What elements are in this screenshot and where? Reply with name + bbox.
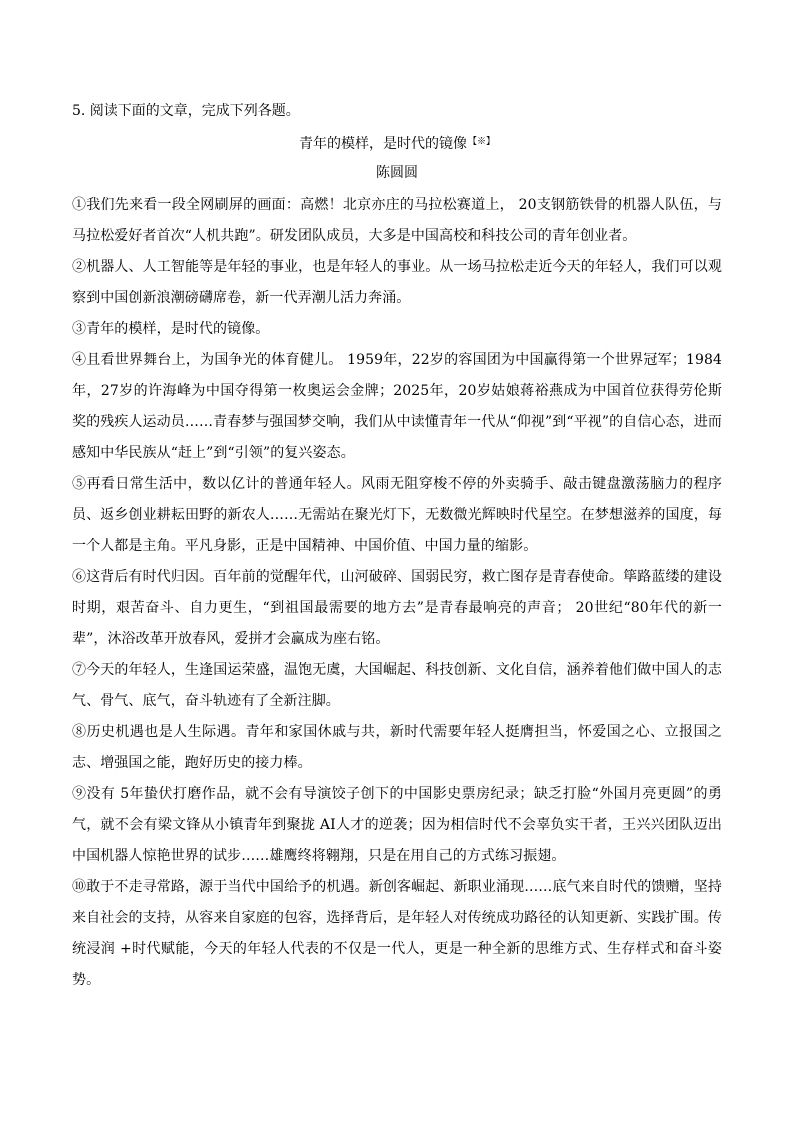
paragraph-3: ③青年的模样，是时代的镜像。 [72,321,270,337]
paragraph-2: ②机器人、人工智能等是年轻的事业，也是年轻人的事业。从一场马拉松走近今天的年轻人，我们可以观察到中国创新浪潮磅礴席卷，新一代弄潮儿活力奔涌。 [72,259,722,306]
paragraph-8: ⑧历史机遇也是人生际遇。青年和家国休戚与共，新时代需要年轻人挺膺担当，怀爱国之心、立报国之志、增强国之能，跑好历史的接力棒。 [72,724,722,771]
article-title-text: 青年的模样，是时代的镜像 [298,136,467,152]
paragraph-6: ⑥这背后有时代归因。百年前的觉醒年代，山河破碎、国弱民穷，救亡图存是青春使命。筚路蓝缕的建设时期，艰苦奋斗、自力更生，“到祖国最需要的地方去”是青春最响亮的声音； 20世纪“80年代的新一辈”，沐浴改革开放春风，爱拼才会赢成为座右铭。 [72,569,722,647]
article-author: 陈圆圆 [376,165,418,181]
paragraph-4: ④且看世界舞台上，为国争光的体育健儿。 1959年，22岁的容国团为中国赢得第一个世界冠军；1984年，27岁的许海峰为中国夺得第一枚奥运会金牌；2025年，20岁姑娘蒋裕燕成为中国首位获得劳伦斯奖的残疾人运动员……青春梦与强国梦交响，我们从中读懂青年一代从“仰视”到“平视”的自信心态，进而感知中华民族从“赶上”到“引领”的复兴姿态。 [72,352,722,461]
article-title-note: 【※】 [467,137,495,147]
paragraph-1: ①我们先来看一段全网刷屏的画面：高燃！北京亦庄的马拉松赛道上， 20支钢筋铁骨的机器人队伍，与马拉松爱好者首次“人机共跑”。研发团队成员，大多是中国高校和科技公司的青年创业者。 [72,197,722,244]
article-body [72,190,722,996]
article-title [72,132,722,154]
paragraph-5: ⑤再看日常生活中，数以亿计的普通年轻人。风雨无阻穿梭不停的外卖骑手、敲击键盘激荡脑力的程序员、返乡创业耕耘田野的新农人……无需站在聚光灯下，无数微光辉映时代星空。在梦想滋养的国度，每一个人都是主角。平凡身影，正是中国精神、中国价值、中国力量的缩影。 [72,476,722,554]
paragraph-7: ⑦今天的年轻人，生逢国运荣盛，温饱无虞，大国崛起、科技创新、文化自信，涵养着他们做中国人的志气、骨气、底气，奋斗轨迹有了全新注脚。 [72,662,722,709]
question-prompt: 5. 阅读下面的文章，完成下列各题。 [72,103,300,119]
paragraph-10: ⑩敢于不走寻常路，源于当代中国给予的机遇。新创客崛起、新职业涌现……底气来自时代的馈赠，坚持来自社会的支持，从容来自家庭的包容，选择背后，是年轻人对传统成功路径的认知更新、实践扩围。传统浸润 +时代赋能，今天的年轻人代表的不仅是一代人，更是一种全新的思维方式、生存样式和奋斗姿势。 [72,879,722,988]
paragraph-9: ⑨没有 5年蛰伏打磨作品，就不会有导演饺子创下的中国影史票房纪录；缺乏打脸“外国月亮更圆”的勇气，就不会有梁文锋从小镇青年到聚拢 AI人才的逆袭；因为相信时代不会辜负实干者，王兴兴团队迈出中国机器人惊艳世界的试步……雄鹰终将翱翔，只是在用自己的方式练习振翅。 [72,786,722,864]
